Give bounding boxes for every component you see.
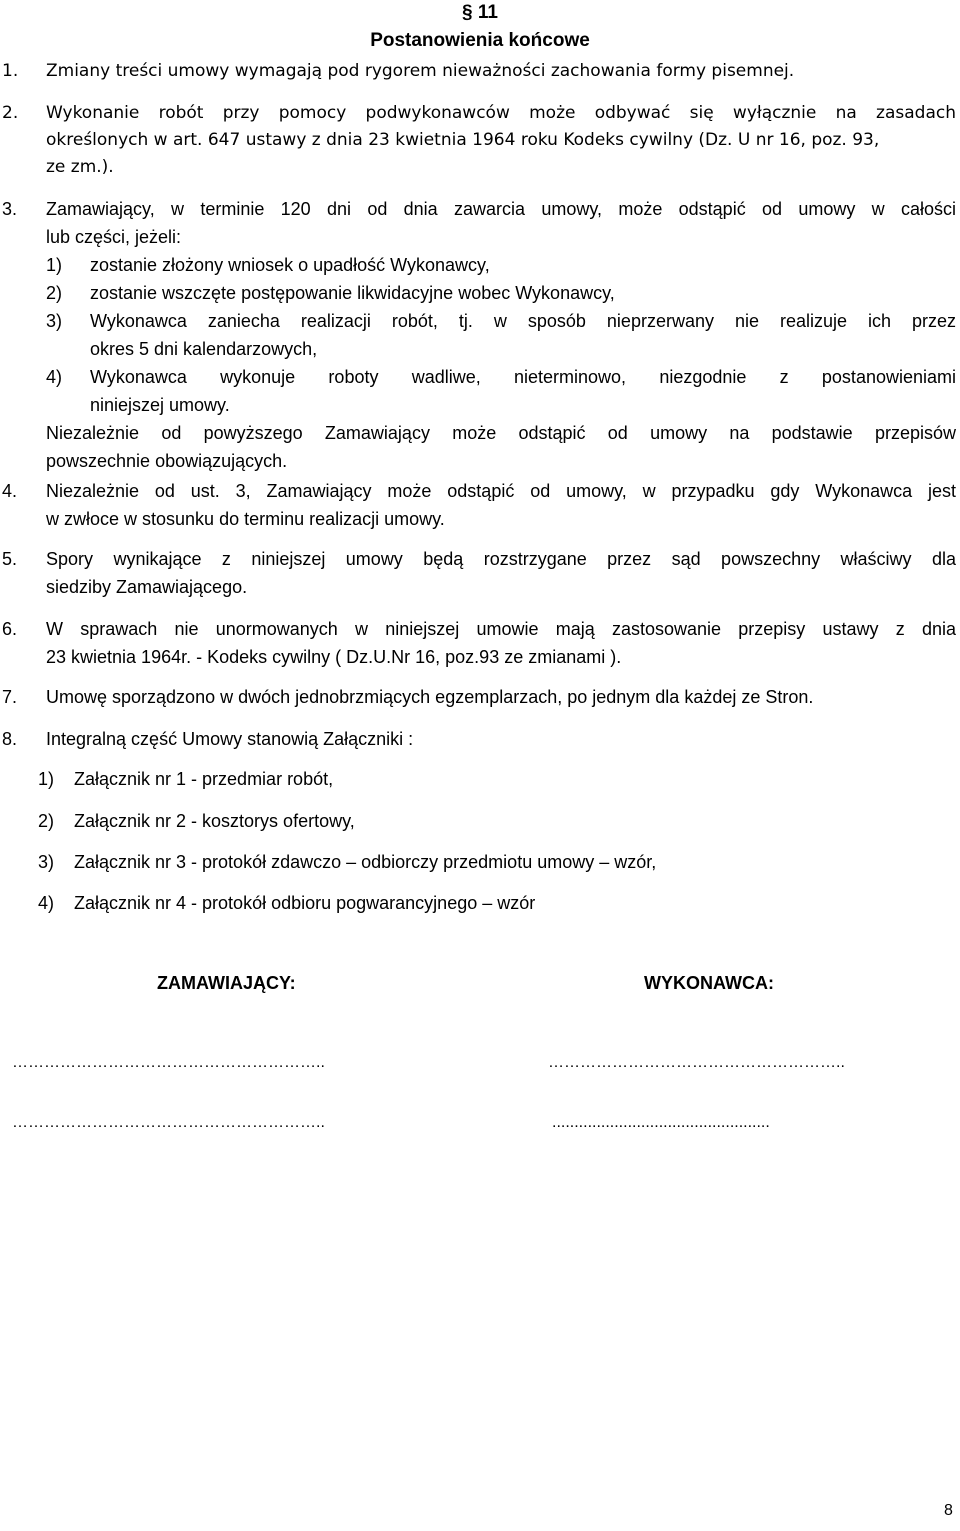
item-3-number: 3. — [2, 199, 18, 219]
signature-line-left-1: ………………………………………………….. — [12, 1054, 325, 1071]
section-title: Postanowienia końcowe — [370, 30, 590, 51]
item-7-text: Umowę sporządzono w dwóch jednobrzmiących egzemplarzach, po jednym dla każdej ze Stron. — [46, 687, 814, 707]
item-4-number: 4. — [2, 481, 18, 501]
signature-label-ordering-party: ZAMAWIAJĄCY: — [157, 973, 296, 993]
signature-line-right-1: ……………………………………………….. — [548, 1054, 845, 1071]
attachment-2-text: Załącznik nr 2 - kosztorys ofertowy, — [74, 811, 355, 831]
attachment-3-text: Załącznik nr 3 - protokół zdawczo – odbiorczy przedmiotu umowy – wzór, — [74, 852, 657, 872]
item-6-number: 6. — [2, 619, 18, 639]
item-5-line-1: Spory wynikające z niniejszej umowy będą rozstrzygane przez sąd powszechny właściwy dla — [46, 549, 956, 569]
attachment-1-number: 1) — [38, 769, 55, 789]
item-3-sub-2-number: 2) — [46, 283, 63, 303]
item-4-line-2: w zwłoce w stosunku do terminu realizacji umowy. — [46, 509, 445, 529]
attachment-4-number: 4) — [38, 893, 55, 913]
item-2-line-3: ze zm.). — [46, 157, 114, 177]
item-3-note-line-1: Niezależnie od powyższego Zamawiający może odstąpić od umowy na podstawie przepisów — [46, 423, 956, 443]
item-3-sub-1-text: zostanie złożony wniosek o upadłość Wykonawcy, — [90, 255, 490, 275]
item-3-sub-4-line-2: niniejszej umowy. — [90, 395, 230, 415]
item-3-note-line-2: powszechnie obowiązujących. — [46, 451, 288, 471]
item-5-line-2: siedziby Zamawiającego. — [46, 577, 248, 597]
attachment-4-text: Załącznik nr 4 - protokół odbioru pogwarancyjnego – wzór — [74, 893, 536, 913]
item-3-sub-4-line-1: Wykonawca wykonuje roboty wadliwe, nieterminowo, niezgodnie z postanowieniami — [90, 367, 956, 387]
item-3-sub-3-number: 3) — [46, 311, 63, 331]
item-2-number: 2. — [2, 103, 19, 123]
item-3-sub-4-number: 4) — [46, 367, 63, 387]
item-3-line-2: lub części, jeżeli: — [46, 227, 182, 247]
signature-line-left-2: ………………………………………………….. — [12, 1114, 325, 1131]
item-1-text: Zmiany treści umowy wymagają pod rygorem nieważności zachowania formy pisemnej. — [46, 61, 795, 81]
item-1-number: 1. — [2, 61, 19, 81]
attachment-3-number: 3) — [38, 852, 55, 872]
item-7-number: 7. — [2, 687, 18, 707]
item-6-line-2: 23 kwietnia 1964r. - Kodeks cywilny ( Dz.U.Nr 16, poz.93 ze zmianami ). — [46, 647, 622, 667]
item-3-sub-3-line-1: Wykonawca zaniecha realizacji robót, tj. w sposób nieprzerwany nie realizuje ich przez — [90, 311, 956, 331]
attachment-2-number: 2) — [38, 811, 55, 831]
item-5-number: 5. — [2, 549, 18, 569]
item-3-sub-2-text: zostanie wszczęte postępowanie likwidacyjne wobec Wykonawcy, — [90, 283, 615, 303]
item-3-sub-1-number: 1) — [46, 255, 63, 275]
attachment-1-text: Załącznik nr 1 - przedmiar robót, — [74, 769, 334, 789]
signature-line-right-2: ................................................. — [552, 1114, 770, 1131]
item-2-line-2: określonych w art. 647 ustawy z dnia 23 kwietnia 1964 roku Kodeks cywilny (Dz. U nr 16, poz. 93, — [46, 130, 880, 150]
item-4-line-1: Niezależnie od ust. 3, Zamawiający może odstąpić od umowy, w przypadku gdy Wykonawca jest — [46, 481, 956, 501]
section-mark: § 11 — [462, 2, 498, 23]
signature-label-contractor: WYKONAWCA: — [644, 973, 774, 993]
item-3-sub-3-line-2: okres 5 dni kalendarzowych, — [90, 339, 318, 359]
page-number: 8 — [944, 1502, 953, 1519]
item-2-line-1: Wykonanie robót przy pomocy podwykonawców może odbywać się wyłącznie na zasadach — [46, 103, 956, 123]
item-3-line-1: Zamawiający, w terminie 120 dni od dnia zawarcia umowy, może odstąpić od umowy w całości — [46, 199, 956, 219]
item-8-number: 8. — [2, 729, 18, 749]
item-6-line-1: W sprawach nie unormowanych w niniejszej umowie mają zastosowanie przepisy ustawy z dnia — [46, 619, 956, 639]
item-8-text: Integralną część Umowy stanowią Załączniki : — [46, 729, 414, 749]
